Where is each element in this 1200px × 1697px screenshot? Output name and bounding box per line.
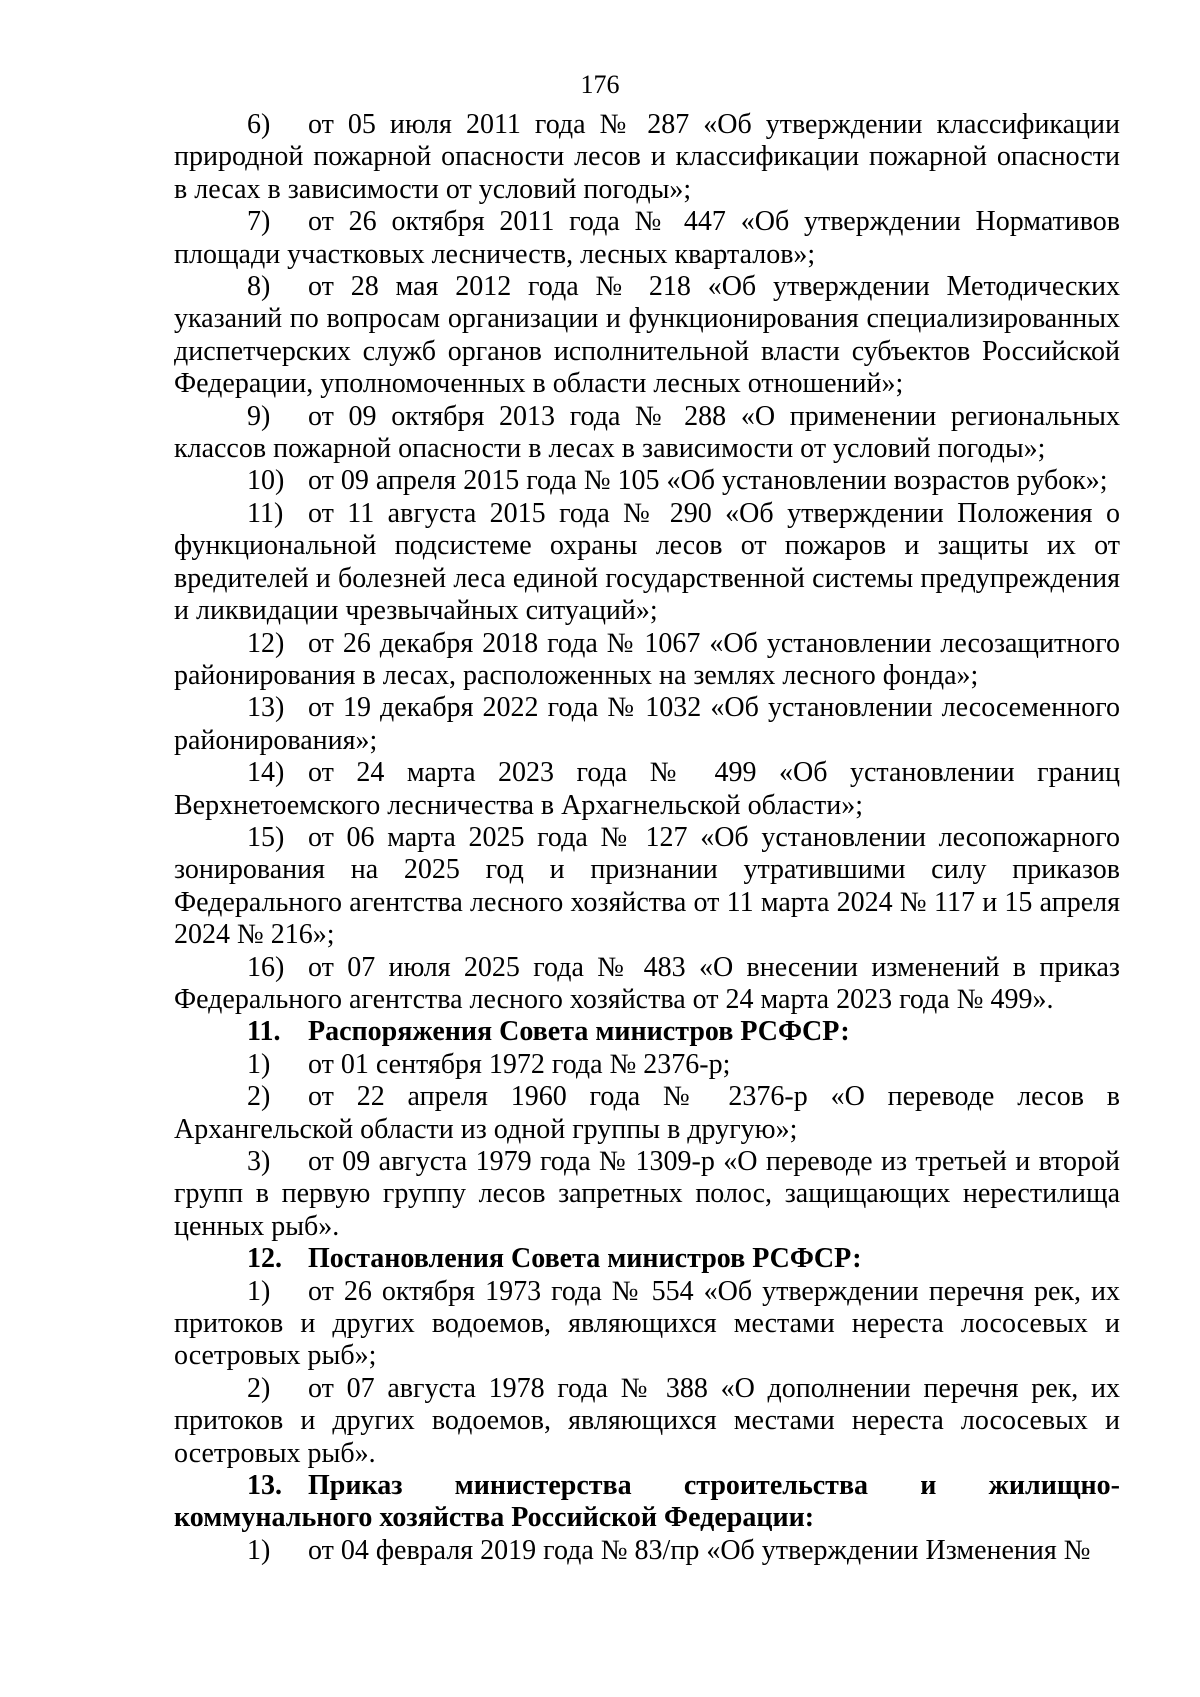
item-number: 16) [247,951,285,983]
list-item [174,952,1120,1017]
item-text: от 26 октября 2011 года № 447 «Об утверждении Нормативов площади участковых лесничеств, лесных кварталов»; [174,206,1120,270]
item-number: 9) [247,400,271,432]
item-number: 7) [247,206,271,238]
list-item [174,1373,1120,1470]
item-text: от 09 октября 2013 года № 288 «О применении региональных классов пожарной опасности в лесах в зависимости от условий погоды»; [174,400,1120,465]
item-number: 8) [247,271,271,303]
list-item [174,1049,1120,1081]
item-number: 6) [247,109,271,140]
item-text: от 07 августа 1978 года № 388 «О дополнении перечня рек, их притоков и других водоемов, являющихся местами нереста лососевых и осетровых рыб». [174,1372,1120,1469]
item-number: 1) [247,1048,271,1080]
list-item [174,465,1120,497]
item-number: 13. [247,1470,282,1502]
item-text: от 11 августа 2015 года № 290 «Об утверждении Положения о функциональной подсистеме охраны лесов от пожаров и защиты их от вредителей и болезней леса единой государственной системы предупреждения и ликвидации чрезвычайных ситуаций»; [174,497,1120,627]
item-text: от 04 февраля 2019 года № 83/пр «Об утверждении Изменения № [308,1534,1091,1566]
item-text: от 26 октября 1973 года № 554 «Об утверждении перечня рек, их притоков и других водоемов, являющихся местами нереста лососевых и осетровых рыб»; [174,1275,1120,1372]
list-item [174,109,1120,206]
list-item [174,822,1120,952]
list-item [174,692,1120,757]
item-text: от 09 апреля 2015 года № 105 «Об установлении возрастов рубок»; [308,465,1108,497]
document-body [174,109,1120,1567]
list-item [174,271,1120,401]
item-text: от 28 мая 2012 года № 218 «Об утверждении Методических указаний по вопросам организации и функционирования специализированных диспетчерских служб органов исполнительной власти субъектов Российской Федерации, уполномоченных в области лесных отношений»; [174,271,1120,400]
item-number: 2) [247,1372,271,1404]
item-text: от 06 марта 2025 года № 127 «Об установлении лесопожарного зонирования на 2025 год и признании утратившими силу приказов Федерального агентства лесного хозяйства от 11 марта 2024 № 117 и 15 апреля 2024 № 216»; [174,821,1120,951]
item-text: от 24 марта 2023 года № 499 «Об установлении границ Верхнетоемского лесничества в Архагнельской области»; [174,757,1120,821]
item-text: от 07 июля 2025 года № 483 «О внесении изменений в приказ Федерального агентства лесного хозяйства от 24 марта 2023 года № 499». [174,951,1120,1015]
list-item [174,757,1120,822]
list-item [174,1276,1120,1373]
section-heading [174,1243,1120,1275]
list-item [174,1535,1120,1567]
item-text: от 05 июля 2011 года № 287 «Об утверждении классификации природной пожарной опасности лесов и классификации пожарной опасности в лесах в зависимости от условий погоды»; [174,109,1120,205]
item-number: 13) [247,692,285,724]
item-number: 15) [247,821,285,853]
item-text: от 01 сентября 1972 года № 2376-р; [308,1048,731,1080]
section-heading [174,1016,1120,1048]
item-text: от 09 августа 1979 года № 1309-р «О переводе из третьей и второй групп в первую группу лесов запретных полос, защищающих нерестилища ценных рыб». [174,1146,1120,1242]
item-number: 12) [247,627,285,659]
list-item [174,1146,1120,1243]
item-text: от 19 декабря 2022 года № 1032 «Об установлении лесосеменного районирования»; [174,692,1120,756]
item-text: Распоряжения Совета министров РСФСР: [308,1016,850,1048]
item-number: 3) [247,1146,271,1177]
list-item [174,206,1120,271]
item-number: 1) [247,1275,271,1307]
page-number: 176 [580,70,620,99]
item-text: от 22 апреля 1960 года № 2376-р «О переводе лесов в Архангельской области из одной группы в другую»; [174,1081,1120,1145]
list-item [174,401,1120,466]
list-item [174,628,1120,693]
item-text: от 26 декабря 2018 года № 1067 «Об установлении лесозащитного районирования в лесах, расположенных на землях лесного фонда»; [174,627,1120,691]
item-text: Приказ министерства строительства и жилищно-коммунального хозяйства Российской Федерации: [174,1470,1120,1534]
item-text: Постановления Совета министров РСФСР: [308,1243,862,1275]
item-number: 14) [247,757,285,789]
item-number: 10) [247,465,285,497]
list-item [174,1081,1120,1146]
item-number: 2) [247,1081,271,1113]
item-number: 12. [247,1243,282,1275]
item-number: 11) [247,497,284,529]
section-heading [174,1470,1120,1535]
list-item [174,498,1120,628]
item-number: 1) [247,1534,271,1566]
item-number: 11. [247,1016,281,1048]
